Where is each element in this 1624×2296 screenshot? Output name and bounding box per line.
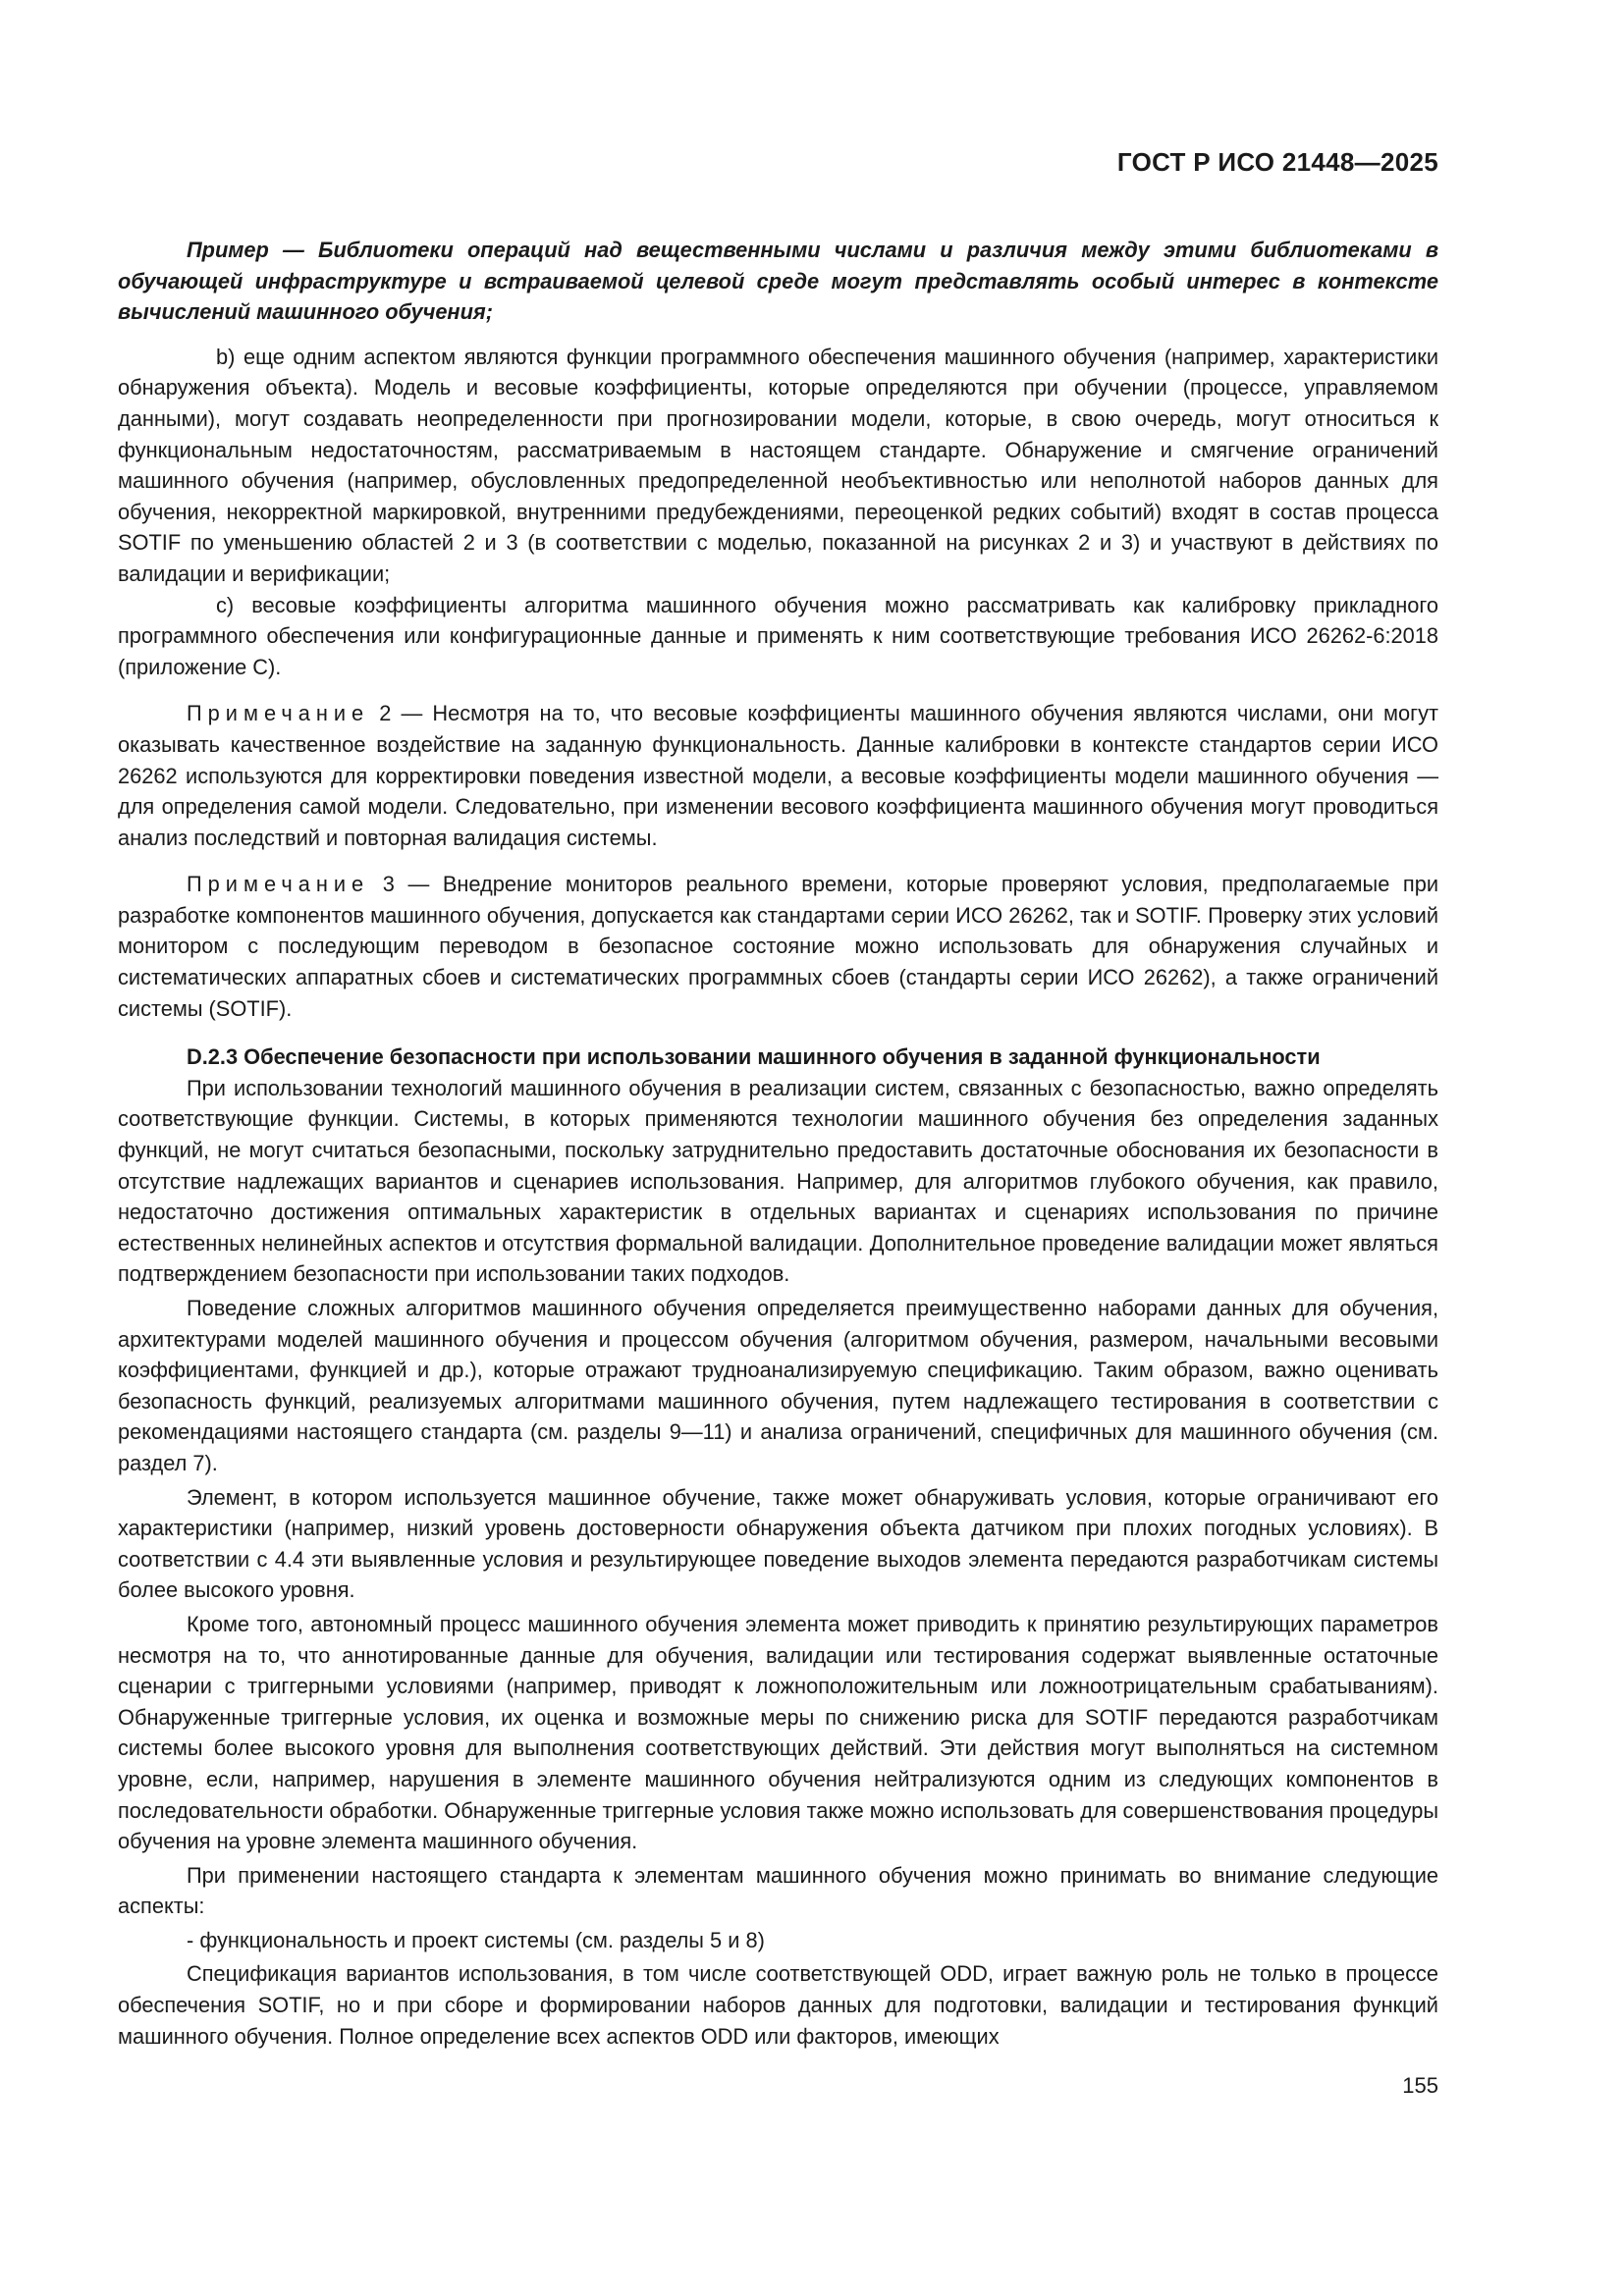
body-paragraph: При использовании технологий машинного обучения в реализации систем, связанных с безопасностью, важно определять соответствующие функции. Системы, в которых применяются технологии машинного обучения без определения заданных функций, не могут считаться безопасными, поскольку затруднительно предоставить достаточные обоснования их безопасности в отсутствие надлежащих вариантов и сценариев использования. Например, для алгоритмов глубокого обучения, как правило, недостаточно достижения оптимальных характеристик в отдельных вариантах и сценариях использования по причине естественных нелинейных аспектов и отсутствия формальной валидации. Дополнительное проведение валидации может являться подтверждением безопасности при использовании таких подходов. xyxy=(118,1075,1438,1287)
note-label: Примечание xyxy=(187,872,370,897)
note-label: Примечание xyxy=(187,701,370,726)
body-paragraph: Поведение сложных алгоритмов машинного обучения определяется преимущественно наборами данных для обучения, архитектурами моделей машинного обучения и процессом обучения (алгоритмом обучения, размером, начальными весовыми коэффициентами, функцией и др.), которые отражают трудноанализируемую спецификацию. Таким образом, важно оценивать безопасность функций, реализуемых алгоритмами машинного обучения, путем надлежащего тестирования в соответствии с рекомендациями настоящего стандарта (см. разделы 9—11) и анализа ограничений, специфичных для машинного обучения (см. раздел 7). xyxy=(118,1296,1438,1475)
body-paragraph: Кроме того, автономный процесс машинного обучения элемента может приводить к принятию результирующих параметров несмотря на то, что аннотированные данные для обучения, валидации или тестирования содержат выявленные остаточные сценарии с триггерными условиями (например, приводят к ложноположительным или ложноотрицательным срабатываниям). Обнаруженные триггерные условия, их оценка и возможные меры по снижению риска для SOTIF передаются разработчикам системы более высокого уровня для выполнения соответствующих действий. Эти действия могут выполняться на системном уровне, если, например, нарушения в элементе машинного обучения нейтрализуются одним из следующих компонентов в последовательности обработки. Обнаруженные триггерные условия также можно использовать для совершенствования процедуры обучения на уровне элемента машинного обучения. xyxy=(118,1611,1438,1854)
body-paragraph: Элемент, в котором используется машинное обучение, также может обнаруживать условия, которые ограничивают его характеристики (например, низкий уровень достоверности обнаружения объекта датчиком при плохих погодных условиях). В соответствии с 4.4 эти выявленные условия и результирующее поведение выходов элемента передаются разработчикам системы более высокого уровня. xyxy=(118,1484,1438,1603)
list-item-b: b) еще одним аспектом являются функции программного обеспечения машинного обучения (например, характеристики обнаружения объекта). Модель и весовые коэффициенты, которые определяются при обучении (процессе, управляемом данными), могут создавать неопределенности при прогнозировании модели, которые, в свою очередь, могут относиться к функциональным недостаточностям, рассматриваемым в настоящем стандарте. Обнаружение и смягчение ограничений машинного обучения (например, обусловленных предопределенной необъективностью или неполнотой наборов данных для обучения, некорректной маркировкой, внутренними предубеждениями, переоценкой редких событий) входят в состав процесса SOTIF по уменьшению областей 2 и 3 (в соответствии с моделью, показанной на рисунках 2 и 3) и участвуют в действиях по валидации и верификации; xyxy=(118,344,1438,586)
section-heading: D.2.3 Обеспечение безопасности при использовании машинного обучения в заданной функциональности xyxy=(187,1044,1321,1070)
note-3 xyxy=(118,869,1438,1024)
example-paragraph: Пример — Библиотеки операций над вещественными числами и различия между этими библиотеками в обучающей инфраструктуре и встраиваемой целевой среде могут представлять особый интерес в контексте вычислений машинного обучения; xyxy=(118,238,1438,325)
body-paragraph: Спецификация вариантов использования, в том числе соответствующей ODD, играет важную роль не только в процессе обеспечения SOTIF, но и при сборе и формировании наборов данных для подготовки, валидации и тестирования функций машинного обучения. Полное определение всех аспектов ODD или факторов, имеющих xyxy=(118,1961,1438,2049)
list-item-c: c) весовые коэффициенты алгоритма машинного обучения можно рассматривать как калибровку прикладного программного обеспечения или конфигурационные данные и применять к ним соответствующие требования ИСО 26262-6:2018 (приложение С). xyxy=(118,592,1438,679)
note-text: 2 — Несмотря на то, что весовые коэффициенты машинного обучения являются числами, они могут оказывать качественное воздействие на заданную функциональность. Данные калибровки в контексте стандартов серии ИСО 26262 используются для корректировки поведения известной модели, а весовые коэффициенты модели машинного обучения — для определения самой модели. Следовательно, при изменении весового коэффициента машинного обучения могут проводиться анализ последствий и повторная валидация системы. xyxy=(118,701,1438,850)
document-body xyxy=(118,235,1438,2052)
body-paragraph: При применении настоящего стандарта к элементам машинного обучения можно принимать во внимание следующие аспекты: xyxy=(118,1862,1438,1919)
dash-list-item: - функциональность и проект системы (см. разделы 5 и 8) xyxy=(187,1927,765,1952)
note-2 xyxy=(118,698,1438,853)
note-text: 3 — Внедрение мониторов реального времени, которые проверяют условия, предполагаемые при разработке компонентов машинного обучения, допускается как стандартами серии ИСО 26262, так и SOTIF. Проверку этих условий монитором с последующим переводом в безопасное состояние можно использовать для обнаружения случайных и систематических аппаратных сбоев и систематических программных сбоев (стандарты серии ИСО 26262), а также ограничений системы (SOTIF). xyxy=(118,872,1438,1021)
document-page xyxy=(118,147,1438,2052)
page-number: 155 xyxy=(1402,2073,1438,2098)
document-id-header: ГОСТ Р ИСО 21448—2025 xyxy=(1116,147,1438,177)
